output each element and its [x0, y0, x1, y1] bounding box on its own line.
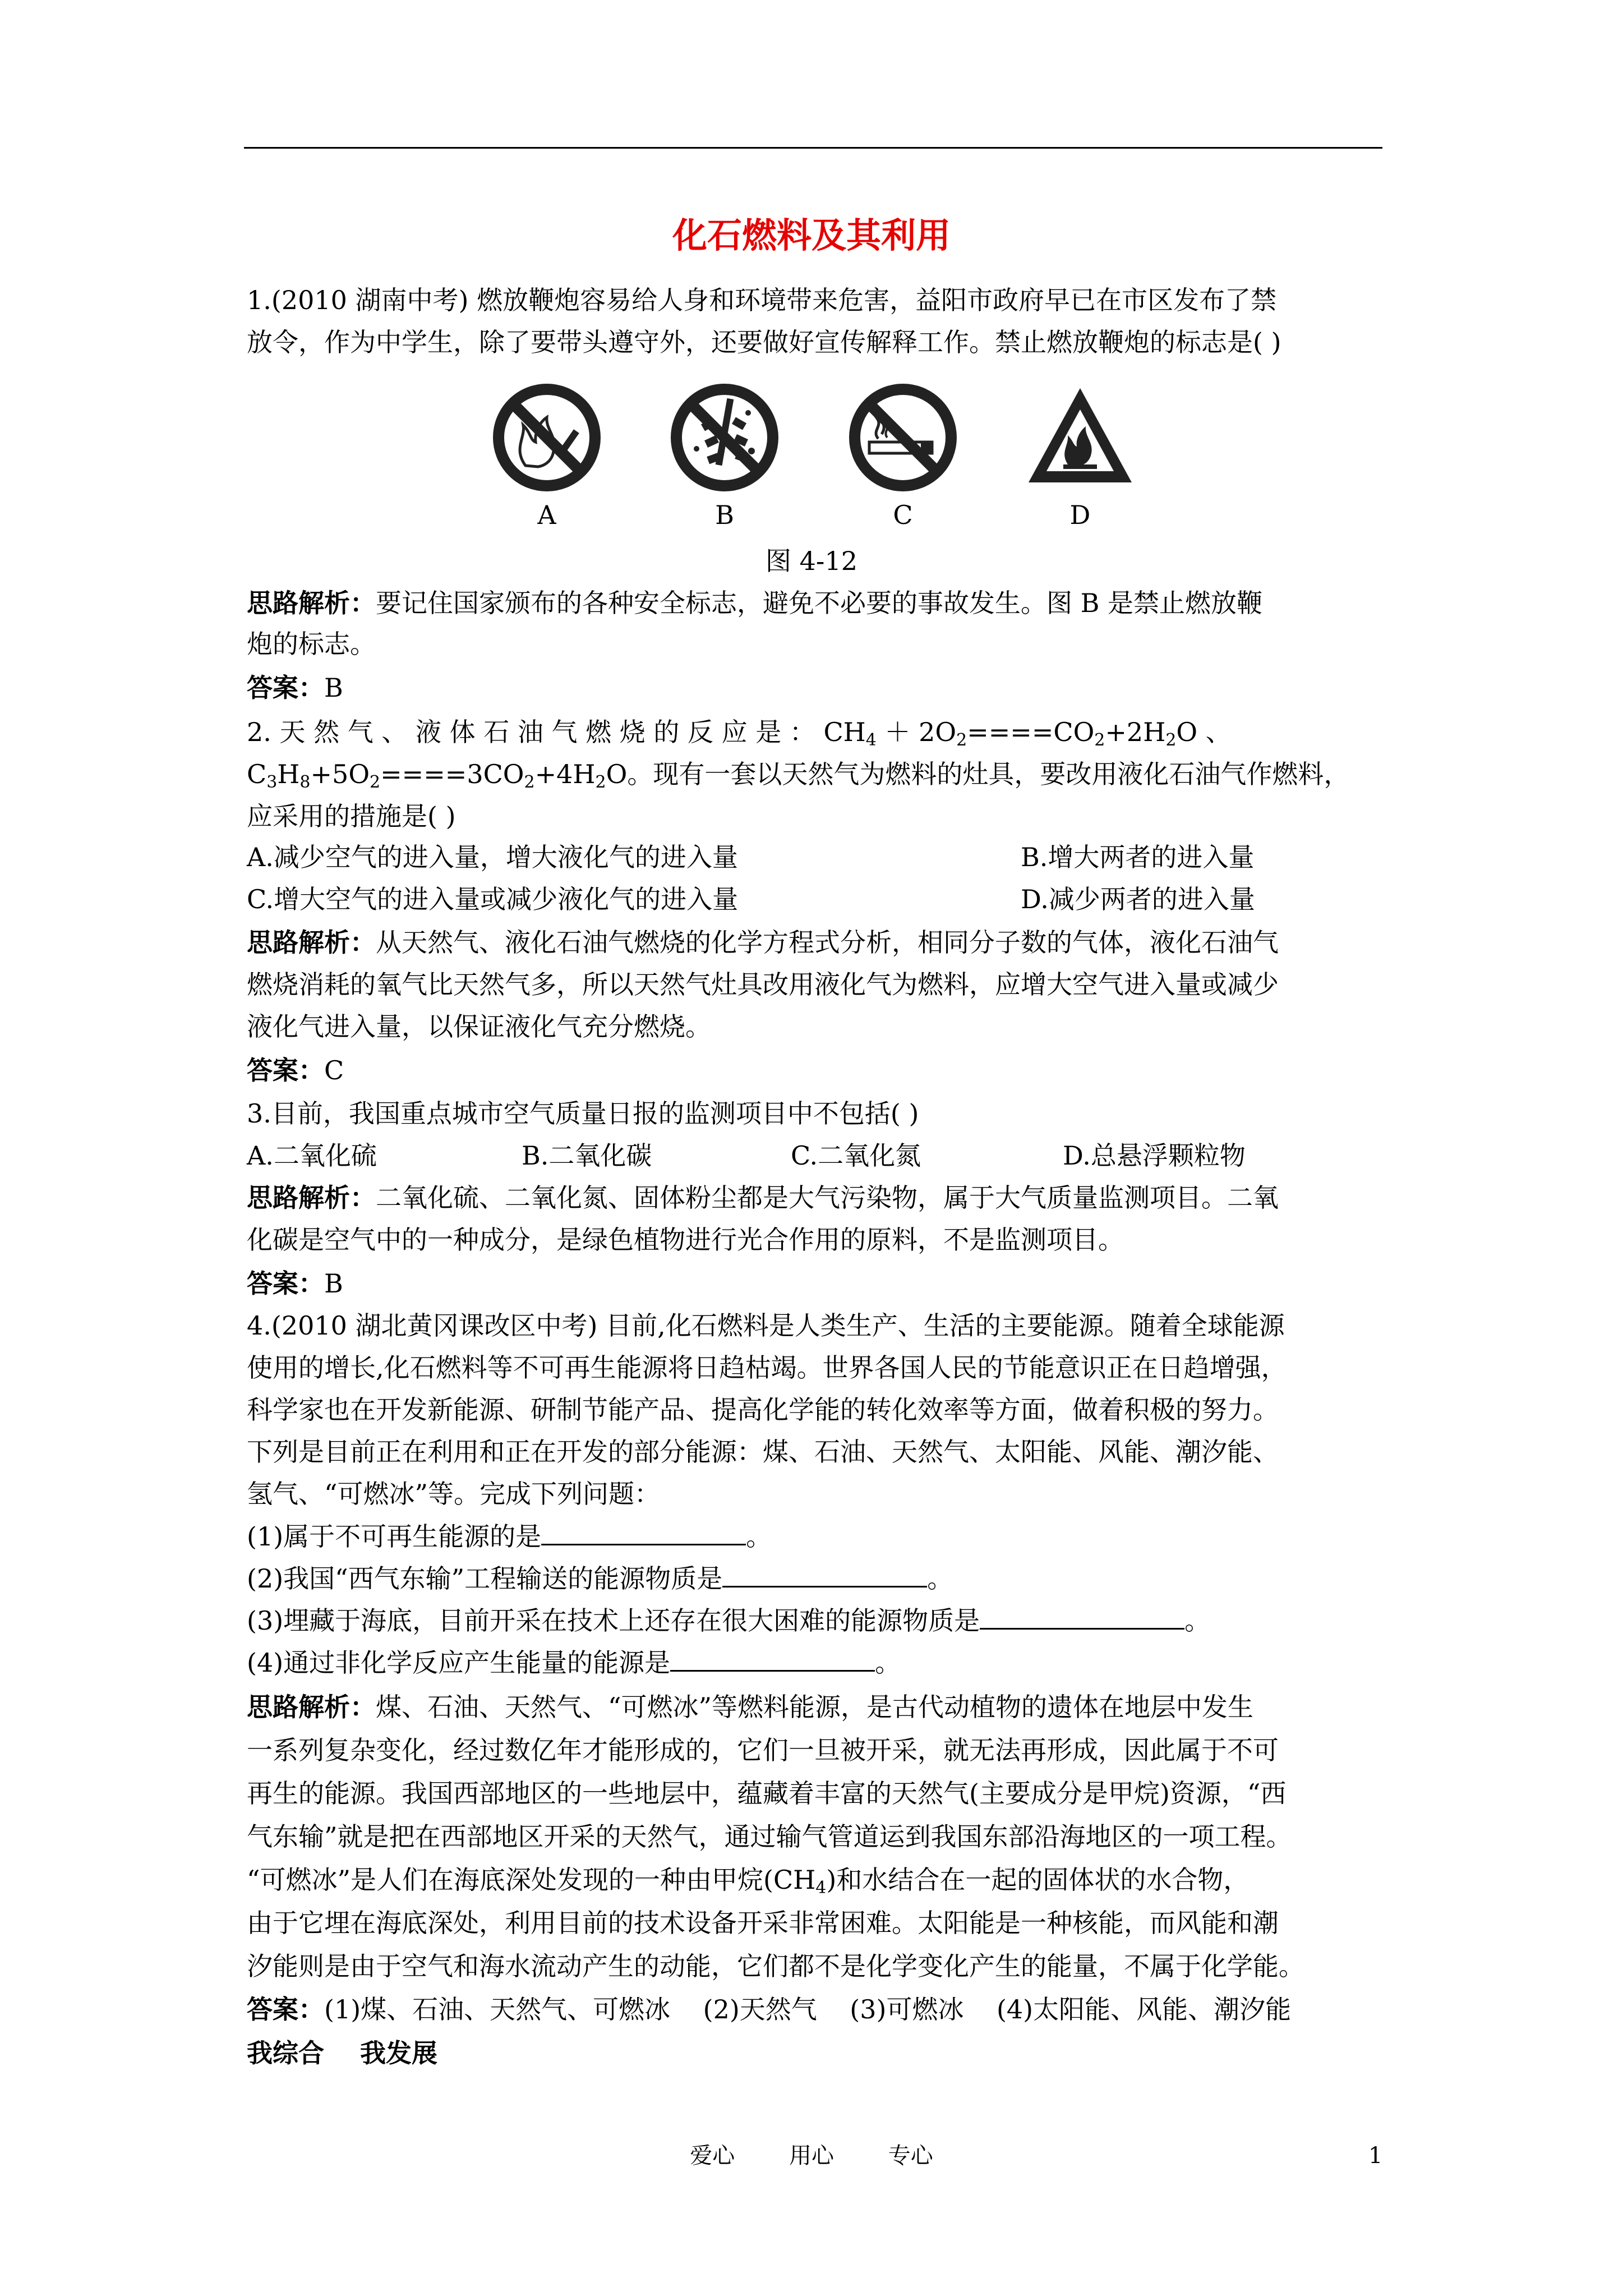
q3-answer [247, 1267, 343, 1300]
q3-text-line-1: 3.目前，我国重点城市空气质量日报的监测项目中不包括( ) [247, 1098, 919, 1129]
footer-item: 用心 [789, 2143, 834, 2169]
q3-option-c: C.二氧化氮 [791, 1140, 921, 1171]
answer-label: 答案： [247, 1268, 324, 1299]
q2-text-line-3: 应采用的措施是( ) [247, 801, 456, 831]
no-smoking-icon [847, 381, 959, 494]
q4-text-line-3: 科学家也在开发新能源、研制节能产品、提高化学能的转化效率等方面，做着积极的努力。 [247, 1395, 1279, 1425]
q4-subquestion-2 [247, 1561, 953, 1595]
q2-analysis-line-2: 燃烧消耗的氧气比天然气多，所以天然气灶具改用液化气为燃料，应增大空气进入量或减少 [247, 969, 1279, 1000]
subquestion-text: (4)通过非化学反应产生能量的能源是 [247, 1648, 671, 1678]
footer-item: 专心 [888, 2143, 933, 2169]
q2-analysis-line-3: 液化气进入量，以保证液化气充分燃烧。 [247, 1011, 711, 1042]
analysis-text: 二氧化硫、二氧化氮、固体粉尘都是大气污染物，属于大气质量监测项目。二氧 [376, 1182, 1279, 1213]
analysis-label: 思路解析： [247, 1182, 376, 1213]
answer-blank[interactable] [670, 1645, 875, 1672]
q2-option-d: D.减少两者的进入量 [1021, 884, 1255, 914]
q2-option-b: B.增大两者的进入量 [1021, 842, 1255, 872]
section-heading: 我综合 我发展 [247, 2038, 438, 2068]
sign-d-label: D [1069, 500, 1091, 530]
answer-blank[interactable] [541, 1519, 746, 1545]
q2-answer [247, 1053, 344, 1087]
answer-blank[interactable] [980, 1603, 1184, 1630]
analysis-label: 思路解析： [247, 588, 376, 618]
subquestion-text: (3)埋藏于海底，目前开采在技术上还存在很大困难的能源物质是 [247, 1605, 980, 1636]
page-number: 1 [1368, 2143, 1383, 2169]
analysis-label: 思路解析： [247, 927, 376, 958]
q1-answer [247, 671, 343, 705]
q2-option-a: A.减少空气的进入量，增大液化气的进入量 [247, 842, 738, 872]
period: 。 [746, 1521, 772, 1552]
q3-analysis-line-2: 化碳是空气中的一种成分，是绿色植物进行光合作用的原料，不是监测项目。 [247, 1225, 1124, 1255]
analysis-text: 要记住国家颁布的各种安全标志，避免不必要的事故发生。图 B 是禁止燃放鞭 [376, 588, 1263, 618]
q4-analysis-line-3: 再生的能源。我国西部地区的一些地层中，蕴藏着丰富的天然气(主要成分是甲烷)资源，“西 [247, 1778, 1287, 1809]
q1-analysis-line-1 [247, 586, 1262, 620]
q4-analysis-line-6: 由于它埋在海底深处，利用目前的技术设备开采非常困难。太阳能是一种核能，而风能和潮 [247, 1908, 1279, 1938]
q2-text-line-1: 2. 天 然 气 、 液 体 石 油 气 燃 烧 的 反 应 是 ： $CH_4 + 2O_2====CO_2+2H_2O$ 、 [247, 717, 1232, 750]
answer-blank[interactable] [722, 1561, 927, 1588]
q4-analysis-line-2: 一系列复杂变化，经过数亿年才能形成的，它们一旦被开采，就无法再形成，因此属于不可 [247, 1735, 1279, 1765]
footer-item: 爱心 [690, 2143, 735, 2169]
q4-text-line-5: 氢气、“可燃冰”等。完成下列问题： [247, 1479, 661, 1509]
period: 。 [1184, 1605, 1211, 1636]
answer-value: B [324, 673, 343, 703]
sign-c-label: C [893, 500, 913, 530]
q1-text-line-2: 放令，作为中学生，除了要带头遵守外，还要做好宣传解释工作。禁止燃放鞭炮的标志是( ) [247, 327, 1281, 357]
analysis-label: 思路解析： [247, 1692, 376, 1722]
q3-option-a: A.二氧化硫 [247, 1140, 377, 1171]
page-title: 化石燃料及其利用 [672, 215, 951, 256]
answer-value: B [324, 1268, 343, 1299]
analysis-text: 从天然气、液化石油气燃烧的化学方程式分析，相同分子数的气体，液化石油气 [376, 927, 1279, 958]
answer-label: 答案： [247, 1994, 324, 2024]
q4-subquestion-1 [247, 1519, 772, 1553]
answer-label: 答案： [247, 1055, 324, 1085]
q2-text-line-2: $C_3H_8+5O_2====3CO_2+4H_2O$。现有一套以天然气为燃料的灶具，要改用液化石油气作燃料， [247, 759, 1350, 792]
no-firecrackers-icon [668, 381, 781, 494]
q4-analysis-line-7: 汐能则是由于空气和海水流动产生的动能，它们都不是化学变化产生的能量，不属于化学能。 [247, 1951, 1304, 1981]
q2-analysis-line-1 [247, 926, 1279, 959]
q2-option-c: C.增大空气的进入量或减少液化气的进入量 [247, 884, 739, 914]
q4-answer [247, 1993, 1291, 2026]
q4-analysis-line-1 [247, 1690, 1253, 1724]
period: 。 [927, 1563, 953, 1594]
subquestion-text: (2)我国“西气东输”工程输送的能源物质是 [247, 1563, 723, 1594]
q3-option-b: B.二氧化碳 [522, 1140, 652, 1171]
header-rule [244, 147, 1382, 149]
answer-label: 答案： [247, 673, 324, 703]
analysis-text: 煤、石油、天然气、“可燃冰”等燃料能源，是古代动植物的遗体在地层中发生 [376, 1692, 1254, 1722]
sign-a-label: A [537, 500, 556, 530]
q1-text-line-1: 1.(2010 湖南中考) 燃放鞭炮容易给人身和环境带来危害，益阳市政府早已在市区发布了禁 [247, 285, 1277, 315]
figure-caption: 图 4-12 [766, 546, 857, 576]
q4-analysis-line-4: 气东输”就是把在西部地区开采的天然气，通过输气管道运到我国东部沿海地区的一项工程。 [247, 1821, 1292, 1852]
answer-value: (1)煤、石油、天然气、可燃冰 (2)天然气 (3)可燃冰 (4)太阳能、风能、潮汐能 [324, 1994, 1292, 2024]
q4-subquestion-4 [247, 1645, 901, 1680]
flammable-warning-icon [1024, 381, 1136, 494]
q4-text-line-2: 使用的增长,化石燃料等不可再生能源将日趋枯竭。世界各国人民的节能意识正在日趋增强， [247, 1352, 1287, 1383]
q4-analysis-line-5: “可燃冰”是人们在海底深处发现的一种由甲烷$(CH_4)$和水结合在一起的固体状的水合物， [247, 1865, 1249, 1898]
q4-text-line-1: 4.(2010 湖北黄冈课改区中考) 目前,化石燃料是人类生产、生活的主要能源。随着全球能源 [247, 1310, 1285, 1341]
period: 。 [875, 1648, 901, 1678]
q3-analysis-line-1 [247, 1181, 1279, 1214]
subquestion-text: (1)属于不可再生能源的是 [247, 1521, 542, 1552]
q3-option-d: D.总悬浮颗粒物 [1063, 1140, 1246, 1171]
q4-text-line-4: 下列是目前正在利用和正在开发的部分能源：煤、石油、天然气、太阳能、风能、潮汐能、 [247, 1437, 1279, 1467]
sign-b-label: B [715, 500, 734, 530]
answer-value: C [324, 1055, 344, 1085]
no-fire-icon [491, 381, 603, 494]
q1-analysis-line-2: 炮的标志。 [247, 629, 376, 659]
q4-subquestion-3 [247, 1603, 1210, 1637]
